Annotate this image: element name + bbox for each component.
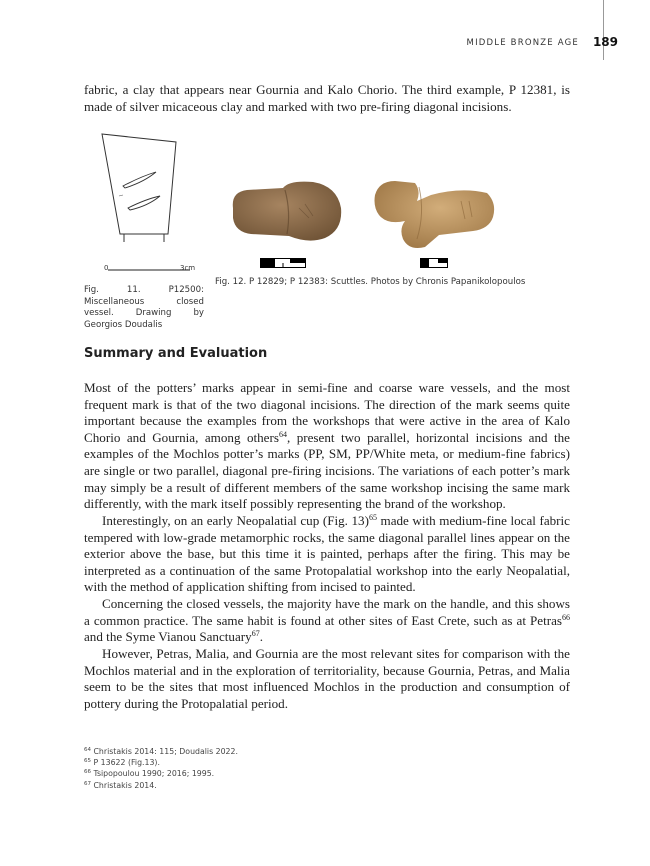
- footnote-number: 64: [84, 747, 91, 753]
- header-divider: [603, 0, 604, 60]
- footnotes: [84, 746, 564, 791]
- footnote-text: P 13622 (Fig.13).: [93, 758, 160, 768]
- paragraph-3-text-b: and the Syme Vianou Sanctuary: [84, 629, 252, 645]
- intro-paragraph: fabric, a clay that appears near Gournia and Kalo Chorio. The third example, P 12381, is made of silver micaceous clay and marked with two pre-firing diagonal incisions.: [84, 82, 570, 114]
- paragraph-3-text-a: Concerning the closed vessels, the majority have the mark on the handle, and this shows a common practice. The same habit is found at other sites of East Crete, such as at Petras: [84, 596, 570, 628]
- footnote-number: 66: [84, 769, 91, 776]
- scale-end-label: 3cm: [180, 264, 196, 272]
- fig12-scale-bar-right: [420, 258, 448, 268]
- running-head: MIDDLE BRONZE AGE: [466, 38, 579, 48]
- footnote-65: [84, 757, 564, 768]
- fig12-caption: Fig. 12. P 12829; P 12383: Scuttles. Photos by Chronis Papanikolopoulos: [215, 277, 526, 287]
- section-heading: Summary and Evaluation: [84, 346, 268, 361]
- paragraph-4: However, Petras, Malia, and Gournia are the most relevant sites for comparison with the Mochlos material and in the exploration of territoriality, because Gournia, Petras, and Malia seem to be the sites that most influenced Mochlos in the production and consumption of pottery during the Protopalatial period.: [84, 646, 570, 711]
- page-number: 189: [592, 35, 618, 49]
- figure-area: [84, 128, 570, 343]
- paragraph-3-text-c: .: [259, 629, 263, 645]
- paragraph-2: [84, 513, 570, 596]
- footnote-67: [84, 780, 564, 791]
- fig12-photo-left: [229, 178, 349, 246]
- footnote-ref-64[interactable]: 64: [278, 429, 287, 439]
- footnote-number: 65: [84, 758, 91, 765]
- footnote-text: Tsipopoulou 1990; 2016; 1995.: [93, 769, 215, 779]
- footnote-number: 67: [84, 780, 91, 787]
- footnote-text: Christakis 2014: 115; Doudalis 2022.: [93, 747, 238, 756]
- paragraph-1-text-b: , present two parallel, horizontal incisions and the examples of the Mochlos potter’s marks (PP, SM, PP/White meta, or medium-fine fabrics) are single or two parallel, diagonal pre-firing incisions. The variations of each potter’s mark may simply be a result of different members of the same workshop incising the same mark differently, with the mark itself possibly representing the brand of the workshop.: [84, 429, 570, 512]
- fig12-photo-right: [369, 173, 499, 251]
- footnote-text: Christakis 2014.: [93, 780, 157, 790]
- footnote-64: [84, 746, 564, 757]
- footnote-ref-66[interactable]: 66: [562, 612, 570, 622]
- scale-start-label: 0: [104, 264, 109, 272]
- fig11-drawing: [94, 130, 194, 278]
- footnote-ref-67[interactable]: 67: [251, 629, 260, 639]
- paragraph-3: [84, 596, 570, 646]
- footnote-ref-65[interactable]: 65: [368, 513, 377, 522]
- fig11-caption: Fig. 11. P12500: Miscellaneous closed vessel. Drawing by Georgios Doudalis: [84, 285, 204, 330]
- paragraph-1-text-a: Most of the potters’ marks appear in semi-fine and coarse ware vessels, and the most frequent mark is that of the two diagonal incisions. The direction of the mark seems quite important because the examples from the workshops that were active in the area of Kalo Chorio and Gournia, among others: [84, 380, 570, 445]
- paragraph-2-text-b: made with medium-fine local fabric tempered with low-grade metamorphic rocks, the same diagonal parallel lines appear on the exterior above the base, but this time it is painted, perhaps after the firing. This may be interpreted as a continuation of the same Protopalatial workshop into the early Neopalatial, with the method of application shifting from incised to painted.: [84, 513, 570, 595]
- paragraph-2-text-a: Interestingly, on an early Neopalatial cup (Fig. 13): [102, 513, 369, 528]
- footnote-66: [84, 768, 564, 779]
- paragraph-1: [84, 380, 570, 513]
- fig12-scale-bar-left: [260, 258, 306, 268]
